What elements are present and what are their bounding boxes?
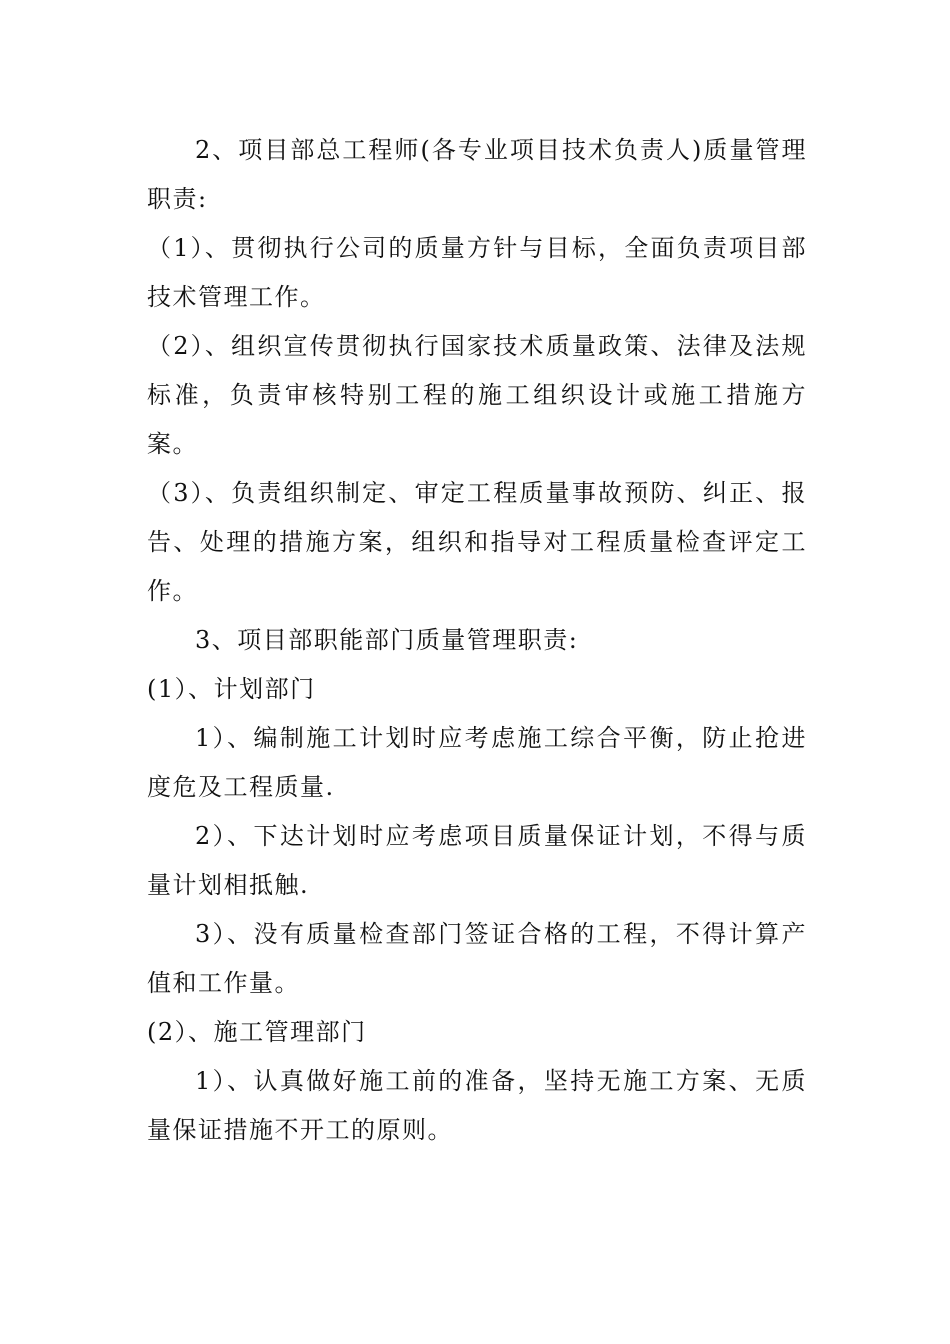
subsection-heading-planning: (1）、计划部门 (147, 675, 316, 703)
list-item: （1）、贯彻执行公司的质量方针与目标，全面负责项目部技术管理工作。 (147, 234, 807, 311)
list-item: （2）、组织宣传贯彻执行国家技术质量政策、法律及法规标准，负责审核特别工程的施工组织设计或施工措施方案。 (147, 332, 807, 458)
section-heading-chief-engineer: 2、项目部总工程师(各专业项目技术负责人)质量管理职责: (147, 136, 807, 213)
list-item: 1）、编制施工计划时应考虑施工综合平衡，防止抢进度危及工程质量. (147, 724, 807, 801)
list-item: 2）、下达计划时应考虑项目质量保证计划，不得与质量计划相抵触. (147, 822, 807, 899)
list-item: 3）、没有质量检查部门签证合格的工程，不得计算产值和工作量。 (147, 920, 807, 997)
list-item: （3）、负责组织制定、审定工程质量事故预防、纠正、报告、处理的措施方案，组织和指导对工程质量检查评定工作。 (147, 479, 807, 605)
list-item: 1）、认真做好施工前的准备，坚持无施工方案、无质量保证措施不开工的原则。 (147, 1067, 807, 1144)
subsection-heading-construction: (2）、施工管理部门 (147, 1018, 367, 1046)
document-body (147, 126, 807, 1155)
section-heading-departments: 3、项目部职能部门质量管理职责: (195, 626, 579, 654)
